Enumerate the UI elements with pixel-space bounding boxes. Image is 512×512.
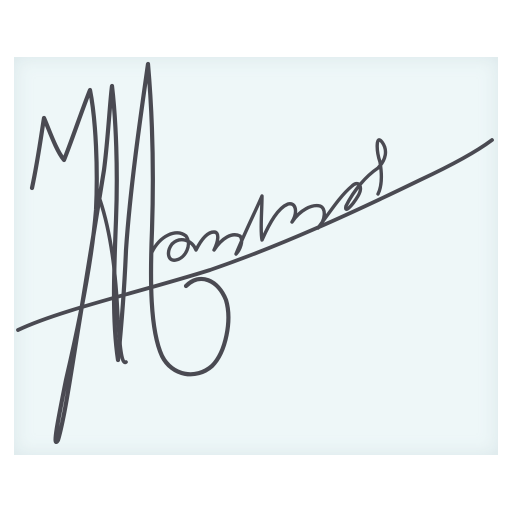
signature-ink	[18, 64, 492, 442]
signature-stroke-initial	[32, 64, 228, 442]
signature-stroke-underline	[18, 140, 492, 330]
signature-stroke-body	[152, 140, 385, 260]
